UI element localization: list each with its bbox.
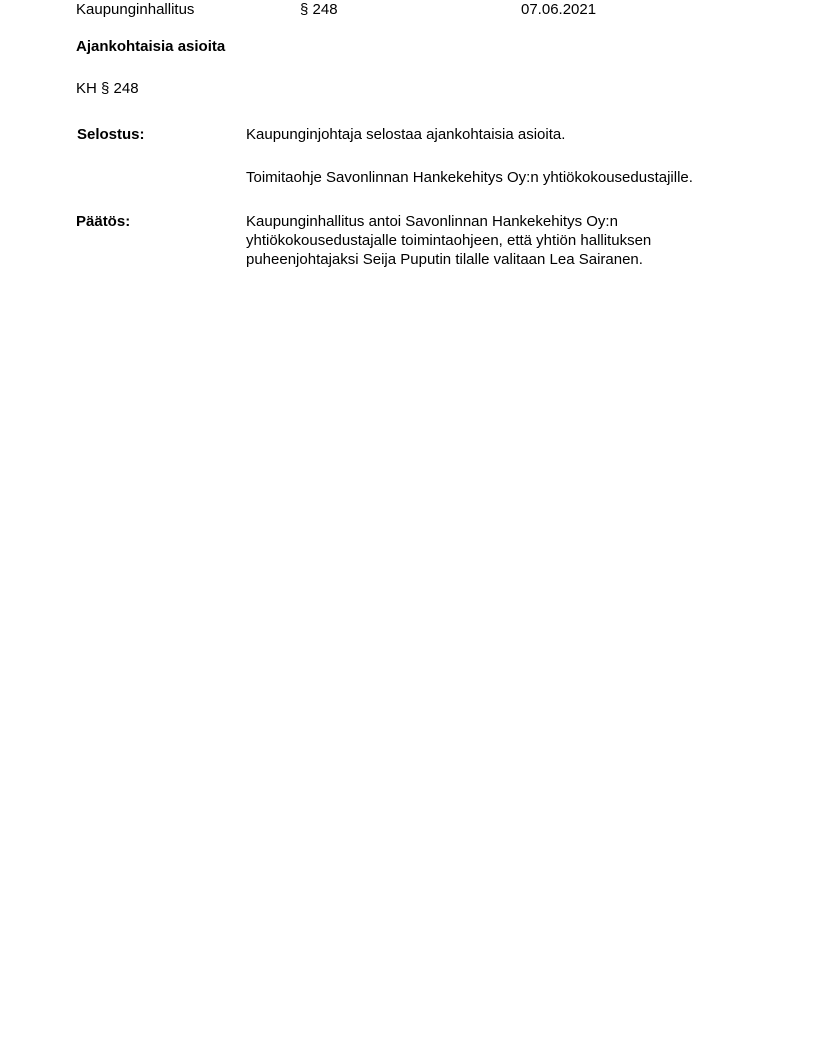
item-title: Ajankohtaisia asioita: [76, 38, 226, 55]
paatos-line: yhtiökokousedustajalle toimintaohjeen, että yhtiön hallituksen: [246, 232, 652, 249]
header-date: 07.06.2021: [521, 1, 597, 18]
selostus-paragraph: Kaupunginjohtaja selostaa ajankohtaisia asioita.: [246, 126, 566, 143]
header-section: § 248: [300, 1, 338, 18]
paatos-label: Päätös:: [76, 213, 131, 230]
selostus-label: Selostus:: [77, 126, 145, 143]
paatos-line: Kaupunginhallitus antoi Savonlinnan Hankekehitys Oy:n: [246, 213, 618, 230]
header-organ: Kaupunginhallitus: [76, 1, 195, 18]
paatos-line: puheenjohtajaksi Seija Puputin tilalle valitaan Lea Sairanen.: [246, 251, 643, 268]
item-reference: KH § 248: [76, 80, 139, 97]
selostus-paragraph: Toimitaohje Savonlinnan Hankekehitys Oy:n yhtiökokousedustajille.: [246, 169, 693, 186]
